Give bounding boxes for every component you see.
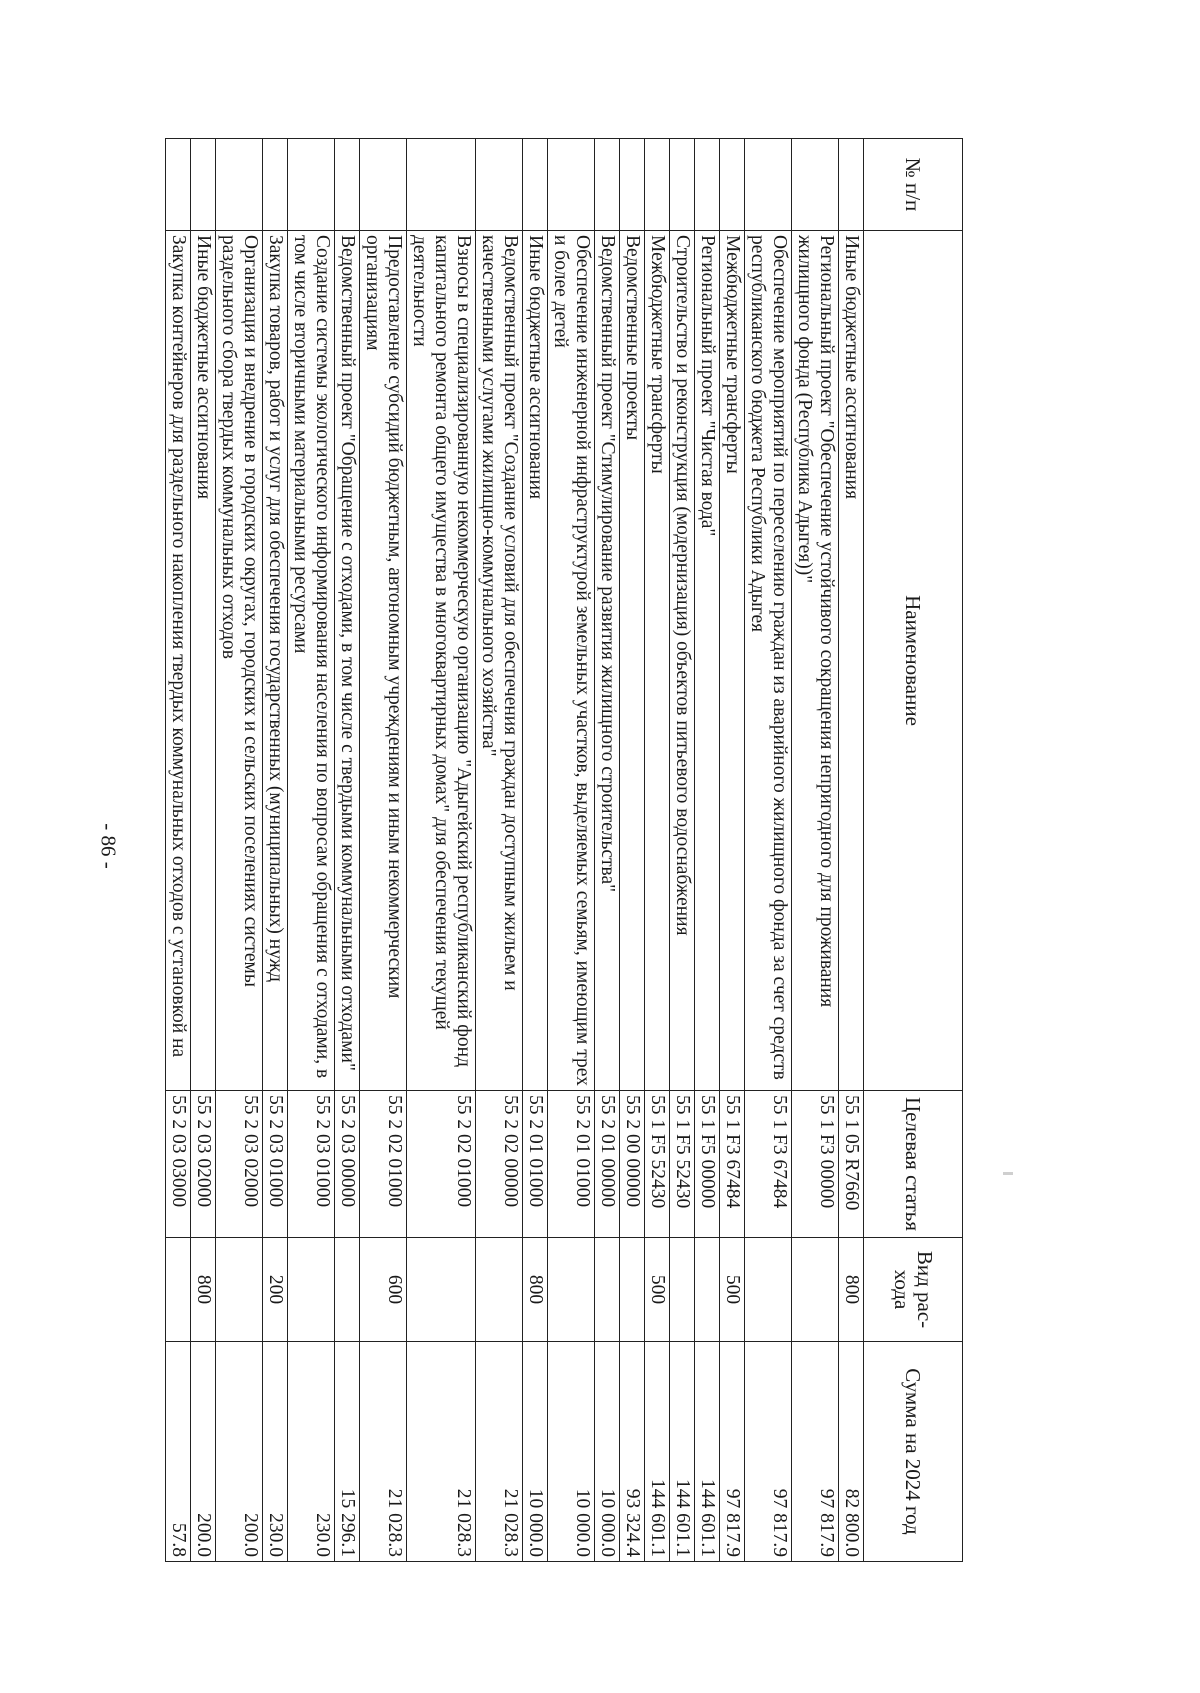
cell-kind [476, 1238, 523, 1342]
cell-num [335, 139, 360, 231]
cell-sum: 82 800.0 [839, 1342, 864, 1562]
cell-code: 55 1 F3 00000 [792, 1091, 839, 1238]
cell-sum: 97 817.9 [720, 1342, 745, 1562]
cell-code: 55 1 F3 67484 [720, 1091, 745, 1238]
rotated-table-container [140, 138, 963, 1561]
table-row [523, 139, 548, 1562]
cell-num [645, 139, 670, 231]
cell-name: Создание системы экологического информирования населения по вопросам обращения с отходами, в том числе вторичными материальными ресурсами [288, 231, 335, 1091]
cell-name: Иные бюджетные ассигнования [191, 231, 216, 1091]
cell-name: Иные бюджетные ассигнования [523, 231, 548, 1091]
cell-sum: 10 000.0 [523, 1342, 548, 1562]
table-row [695, 139, 720, 1562]
cell-name: Ведомственный проект "Обращение с отходами, в том числе с твердыми коммунальными отходами" [335, 231, 360, 1091]
cell-name: Предоставление субсидий бюджетным, автономным учреждениям и иным некоммерческим организациям [360, 231, 407, 1091]
cell-code: 55 2 03 02000 [191, 1091, 216, 1238]
cell-num [476, 139, 523, 231]
table-row [166, 139, 191, 1562]
cell-kind: 800 [191, 1238, 216, 1342]
table-header-row [864, 139, 963, 1562]
cell-name: Ведомственный проект "Создание условий для обеспечения граждан доступным жильем и качественными услугами жилищно-коммунального хозяйства" [476, 231, 523, 1091]
cell-num [166, 139, 191, 231]
cell-code: 55 1 F5 00000 [695, 1091, 720, 1238]
cell-sum: 21 028.3 [360, 1342, 407, 1562]
cell-kind [288, 1238, 335, 1342]
cell-kind: 600 [360, 1238, 407, 1342]
table-row [620, 139, 645, 1562]
table-row [720, 139, 745, 1562]
header-name: Наименование [864, 231, 963, 1091]
cell-sum: 57.8 [166, 1342, 191, 1562]
cell-num [595, 139, 620, 231]
cell-code: 55 1 F3 67484 [745, 1091, 792, 1238]
cell-kind [670, 1238, 695, 1342]
table-row [839, 139, 864, 1562]
cell-num [720, 139, 745, 231]
table-row [670, 139, 695, 1562]
header-sum: Сумма на 2024 год [864, 1342, 963, 1562]
cell-kind [216, 1238, 263, 1342]
cell-name: Межбюджетные трансферты [720, 231, 745, 1091]
table-row [407, 139, 476, 1562]
cell-name: Закупка товаров, работ и услуг для обеспечения государственных (муниципальных) нужд [263, 231, 288, 1091]
table-row [645, 139, 670, 1562]
table-row [548, 139, 595, 1562]
header-code: Целевая статья [864, 1091, 963, 1238]
cell-sum: 93 324.4 [620, 1342, 645, 1562]
cell-kind [595, 1238, 620, 1342]
cell-kind [407, 1238, 476, 1342]
cell-name: Строительство и реконструкция (модернизация) объектов питьевого водоснабжения [670, 231, 695, 1091]
cell-num [288, 139, 335, 231]
cell-num [191, 139, 216, 231]
cell-code: 55 2 01 00000 [595, 1091, 620, 1238]
cell-kind: 200 [263, 1238, 288, 1342]
table-row [263, 139, 288, 1562]
cell-name: Иные бюджетные ассигнования [839, 231, 864, 1091]
table-row [216, 139, 263, 1562]
cell-num [523, 139, 548, 231]
scan-mark [1003, 1172, 1013, 1175]
header-num: № п/п [864, 139, 963, 231]
cell-kind: 800 [839, 1238, 864, 1342]
cell-sum: 200.0 [191, 1342, 216, 1562]
table-row [595, 139, 620, 1562]
cell-name: Организация и внедрение в городских округах, городских и сельских поселениях системы раздельного сбора твердых коммунальных отходов [216, 231, 263, 1091]
cell-name: Межбюджетные трансферты [645, 231, 670, 1091]
cell-sum: 230.0 [263, 1342, 288, 1562]
cell-code: 55 2 03 02000 [216, 1091, 263, 1238]
cell-sum: 10 000.0 [595, 1342, 620, 1562]
cell-code: 55 2 00 00000 [620, 1091, 645, 1238]
table-row [288, 139, 335, 1562]
cell-name: Ведомственные проекты [620, 231, 645, 1091]
cell-code: 55 2 01 01000 [548, 1091, 595, 1238]
cell-kind [548, 1238, 595, 1342]
cell-code: 55 2 01 01000 [523, 1091, 548, 1238]
cell-code: 55 1 F5 52430 [645, 1091, 670, 1238]
cell-code: 55 2 03 01000 [288, 1091, 335, 1238]
cell-name: Региональный проект "Чистая вода" [695, 231, 720, 1091]
cell-name: Ведомственный проект "Стимулирование развития жилищного строительства" [595, 231, 620, 1091]
cell-kind: 500 [720, 1238, 745, 1342]
table-row [476, 139, 523, 1562]
cell-code: 55 2 02 01000 [407, 1091, 476, 1238]
cell-code: 55 2 03 01000 [263, 1091, 288, 1238]
table-row [191, 139, 216, 1562]
cell-kind [335, 1238, 360, 1342]
cell-num [548, 139, 595, 231]
cell-sum: 10 000.0 [548, 1342, 595, 1562]
cell-sum: 200.0 [216, 1342, 263, 1562]
cell-sum: 21 028.3 [407, 1342, 476, 1562]
cell-num [263, 139, 288, 231]
cell-name: Обеспечение инженерной инфраструктурой земельных участков, выделяемых семьям, имеющим трех и более детей [548, 231, 595, 1091]
cell-kind: 800 [523, 1238, 548, 1342]
cell-code: 55 2 02 00000 [476, 1091, 523, 1238]
cell-name: Обеспечение мероприятий по переселению граждан из аварийного жилищного фонда за счет средств республиканского бюджета Республики Адыгея [745, 231, 792, 1091]
cell-sum: 21 028.3 [476, 1342, 523, 1562]
cell-num [620, 139, 645, 231]
cell-sum: 144 601.1 [695, 1342, 720, 1562]
cell-sum: 144 601.1 [645, 1342, 670, 1562]
cell-num [745, 139, 792, 231]
cell-num [216, 139, 263, 231]
cell-kind [620, 1238, 645, 1342]
cell-name: Закупка контейнеров для раздельного накопления твердых коммунальных отходов с установкой на [166, 231, 191, 1091]
table-row [792, 139, 839, 1562]
cell-code: 55 2 03 00000 [335, 1091, 360, 1238]
cell-name: Взносы в специализированную некоммерческую организацию "Адыгейский республиканский фонд капитального ремонта общего имущества в многоквартирных домах" для обеспечения текущей деятельности [407, 231, 476, 1091]
cell-sum: 230.0 [288, 1342, 335, 1562]
cell-num [360, 139, 407, 231]
cell-num [407, 139, 476, 231]
cell-num [670, 139, 695, 231]
cell-kind [695, 1238, 720, 1342]
cell-num [695, 139, 720, 231]
cell-sum: 15 296.1 [335, 1342, 360, 1562]
cell-code: 55 1 F5 52430 [670, 1091, 695, 1238]
page-number: - 86 - [96, 823, 121, 869]
table-row [335, 139, 360, 1562]
cell-kind [792, 1238, 839, 1342]
cell-name: Региональный проект "Обеспечение устойчивого сокращения непригодного для проживания жилищного фонда (Республика Адыгея))" [792, 231, 839, 1091]
cell-kind [166, 1238, 191, 1342]
cell-sum: 144 601.1 [670, 1342, 695, 1562]
cell-num [839, 139, 864, 231]
cell-code: 55 2 02 01000 [360, 1091, 407, 1238]
budget-table [165, 138, 963, 1562]
table-row [745, 139, 792, 1562]
cell-sum: 97 817.9 [745, 1342, 792, 1562]
table-row [360, 139, 407, 1562]
cell-code: 55 1 05 R7660 [839, 1091, 864, 1238]
cell-kind [745, 1238, 792, 1342]
cell-code: 55 2 03 03000 [166, 1091, 191, 1238]
cell-num [792, 139, 839, 231]
header-kind: Вид рас- хода [864, 1238, 963, 1342]
cell-sum: 97 817.9 [792, 1342, 839, 1562]
cell-kind: 500 [645, 1238, 670, 1342]
table-body [166, 139, 864, 1562]
